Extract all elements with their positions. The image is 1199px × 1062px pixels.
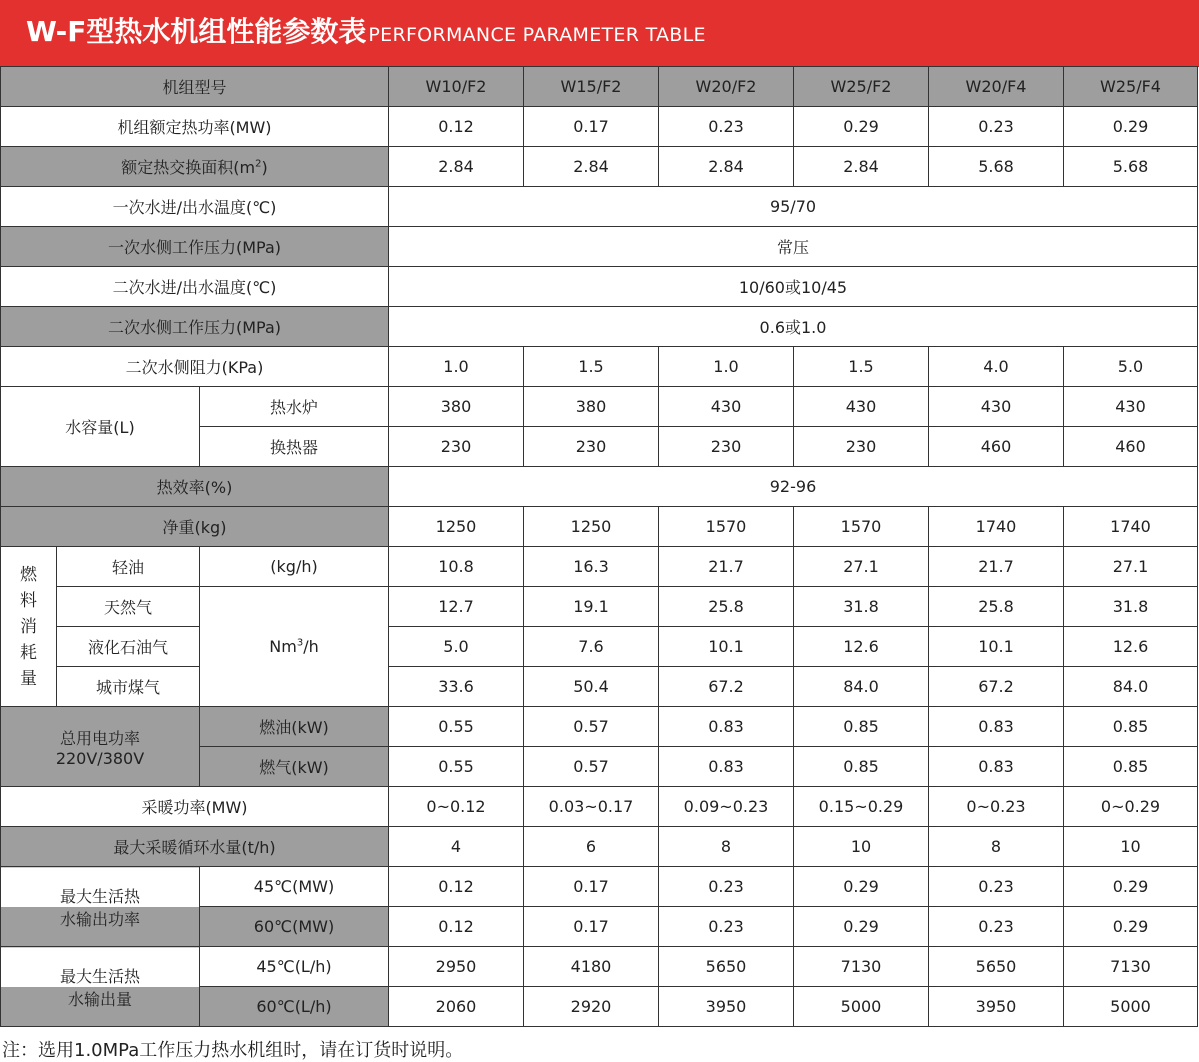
value-cell: 2.84 — [659, 147, 794, 187]
label-gas-unit-sup: 3 — [296, 637, 304, 649]
label-dhw-power-line2: 水输出功率 — [59, 909, 140, 929]
value-cell: 430 — [659, 387, 794, 427]
value-cell: 4180 — [524, 947, 659, 987]
row-max-flow — [1, 827, 1198, 867]
value-cell: 16.3 — [524, 547, 659, 587]
merged-value: 常压 — [389, 227, 1198, 267]
value-cell: 5000 — [1064, 987, 1198, 1027]
value-cell: 230 — [794, 427, 929, 467]
label-dhw-flow — [1, 947, 200, 1027]
value-cell: 460 — [1064, 427, 1198, 467]
label-t45-mw: 45℃(MW) — [200, 867, 389, 907]
label-boiler: 热水炉 — [200, 387, 389, 427]
model-cell: W25/F2 — [794, 67, 929, 107]
header-banner — [0, 0, 1199, 67]
row-primary-pressure — [1, 227, 1198, 267]
value-cell: 0.17 — [524, 867, 659, 907]
label-area — [1, 147, 389, 187]
value-cell: 0.29 — [1064, 107, 1198, 147]
row-efficiency — [1, 467, 1198, 507]
value-cell: 0.85 — [794, 747, 929, 787]
value-cell: 230 — [389, 427, 524, 467]
label-primary-pressure: 一次水侧工作压力(MPa) — [1, 227, 389, 267]
value-cell: 6 — [524, 827, 659, 867]
merged-value: 95/70 — [389, 187, 1198, 227]
label-heating-power: 采暖功率(MW) — [1, 787, 389, 827]
model-cell: W25/F4 — [1064, 67, 1198, 107]
model-cell: W20/F4 — [929, 67, 1064, 107]
value-cell: 25.8 — [659, 587, 794, 627]
value-cell: 5.68 — [929, 147, 1064, 187]
label-max-flow: 最大采暖循环水量(t/h) — [1, 827, 389, 867]
label-power-line2: 220V/380V — [55, 748, 145, 768]
footnote: 注：选用1.0MPa工作压力热水机组时，请在订货时说明。 — [2, 1040, 464, 1061]
value-cell: 10.1 — [929, 627, 1064, 667]
value-cell: 27.1 — [1064, 547, 1198, 587]
value-cell: 12.7 — [389, 587, 524, 627]
row-city-gas — [1, 667, 1198, 707]
value-cell: 2.84 — [389, 147, 524, 187]
value-cell: 1740 — [1064, 507, 1198, 547]
label-dhw-flow-line1: 最大生活热 — [59, 966, 140, 986]
value-cell: 10 — [1064, 827, 1198, 867]
value-cell: 460 — [929, 427, 1064, 467]
value-cell: 0.09~0.23 — [659, 787, 794, 827]
label-exchanger: 换热器 — [200, 427, 389, 467]
value-cell: 67.2 — [659, 667, 794, 707]
value-cell: 0.03~0.17 — [524, 787, 659, 827]
value-cell: 430 — [794, 387, 929, 427]
value-cell: 0.55 — [389, 747, 524, 787]
merged-value: 92-96 — [389, 467, 1198, 507]
row-lpg — [1, 627, 1198, 667]
label-dhw-power — [1, 867, 200, 947]
value-cell: 19.1 — [524, 587, 659, 627]
value-cell: 50.4 — [524, 667, 659, 707]
value-cell: 7130 — [1064, 947, 1198, 987]
value-cell: 380 — [389, 387, 524, 427]
value-cell: 0.29 — [1064, 867, 1198, 907]
value-cell: 0.23 — [929, 867, 1064, 907]
value-cell: 25.8 — [929, 587, 1064, 627]
label-efficiency: 热效率(%) — [1, 467, 389, 507]
label-power-line1: 总用电功率 — [59, 728, 140, 748]
merged-value: 10/60或10/45 — [389, 267, 1198, 307]
value-cell: 380 — [524, 387, 659, 427]
value-cell: 2920 — [524, 987, 659, 1027]
value-cell: 21.7 — [929, 547, 1064, 587]
value-cell: 10.1 — [659, 627, 794, 667]
label-water-volume: 水容量(L) — [1, 387, 200, 467]
row-heating-power — [1, 787, 1198, 827]
value-cell: 1570 — [794, 507, 929, 547]
value-cell: 0.29 — [794, 107, 929, 147]
label-net-weight: 净重(kg) — [1, 507, 389, 547]
value-cell: 1570 — [659, 507, 794, 547]
value-cell: 1.0 — [389, 347, 524, 387]
row-secondary-temp — [1, 267, 1198, 307]
value-cell: 230 — [659, 427, 794, 467]
row-light-oil — [1, 547, 1198, 587]
row-area — [1, 147, 1198, 187]
model-cell: W20/F2 — [659, 67, 794, 107]
value-cell: 0.17 — [524, 107, 659, 147]
label-area-sup: 2 — [255, 158, 262, 170]
value-cell: 0.15~0.29 — [794, 787, 929, 827]
value-cell: 0.29 — [794, 867, 929, 907]
value-cell: 2.84 — [524, 147, 659, 187]
value-cell: 1.0 — [659, 347, 794, 387]
value-cell: 4 — [389, 827, 524, 867]
value-cell: 1250 — [524, 507, 659, 547]
value-cell: 27.1 — [794, 547, 929, 587]
merged-value: 0.6或1.0 — [389, 307, 1198, 347]
label-light-oil-unit: (kg/h) — [200, 547, 389, 587]
label-t45-l: 45℃(L/h) — [200, 947, 389, 987]
row-primary-temp — [1, 187, 1198, 227]
value-cell: 5000 — [794, 987, 929, 1027]
label-secondary-temp: 二次水进/出水温度(℃) — [1, 267, 389, 307]
value-cell: 0.85 — [1064, 747, 1198, 787]
label-model: 机组型号 — [1, 67, 389, 107]
row-boiler-volume — [1, 387, 1198, 427]
value-cell: 0.85 — [1064, 707, 1198, 747]
value-cell: 33.6 — [389, 667, 524, 707]
row-dhw-45-l — [1, 947, 1198, 987]
title-cn: W-F型热水机组性能参数表 — [26, 15, 367, 48]
row-secondary-resistance — [1, 347, 1198, 387]
label-natural-gas: 天然气 — [57, 587, 200, 627]
value-cell: 0.83 — [659, 747, 794, 787]
row-net-weight — [1, 507, 1198, 547]
value-cell: 0~0.23 — [929, 787, 1064, 827]
value-cell: 7130 — [794, 947, 929, 987]
value-cell: 0.23 — [929, 907, 1064, 947]
label-secondary-pressure: 二次水侧工作压力(MPa) — [1, 307, 389, 347]
value-cell: 0.12 — [389, 107, 524, 147]
value-cell: 10.8 — [389, 547, 524, 587]
label-power-gas: 燃气(kW) — [200, 747, 389, 787]
value-cell: 5.68 — [1064, 147, 1198, 187]
value-cell: 7.6 — [524, 627, 659, 667]
row-dhw-45-mw — [1, 867, 1198, 907]
value-cell: 0.29 — [1064, 907, 1198, 947]
value-cell: 4.0 — [929, 347, 1064, 387]
value-cell: 67.2 — [929, 667, 1064, 707]
label-power — [1, 707, 200, 787]
model-cell: W10/F2 — [389, 67, 524, 107]
label-fuel-consumption-text: 燃料消耗量 — [20, 564, 37, 689]
value-cell: 0.23 — [659, 867, 794, 907]
value-cell: 84.0 — [794, 667, 929, 707]
value-cell: 0.29 — [794, 907, 929, 947]
value-cell: 0.23 — [929, 107, 1064, 147]
value-cell: 0.83 — [929, 707, 1064, 747]
parameter-table — [0, 66, 1198, 1027]
label-light-oil: 轻油 — [57, 547, 200, 587]
value-cell: 5650 — [929, 947, 1064, 987]
row-model — [1, 67, 1198, 107]
model-cell: W15/F2 — [524, 67, 659, 107]
value-cell: 2060 — [389, 987, 524, 1027]
value-cell: 0.83 — [659, 707, 794, 747]
value-cell: 1250 — [389, 507, 524, 547]
value-cell: 5650 — [659, 947, 794, 987]
label-primary-temp: 一次水进/出水温度(℃) — [1, 187, 389, 227]
label-secondary-resistance: 二次水侧阻力(KPa) — [1, 347, 389, 387]
value-cell: 12.6 — [794, 627, 929, 667]
label-gas-unit — [200, 587, 389, 707]
row-secondary-pressure — [1, 307, 1198, 347]
value-cell: 0.83 — [929, 747, 1064, 787]
label-area-text: 额定热交换面积(m — [121, 158, 256, 177]
value-cell: 1.5 — [524, 347, 659, 387]
title-en: PERFORMANCE PARAMETER TABLE — [368, 24, 706, 46]
value-cell: 430 — [929, 387, 1064, 427]
value-cell: 0.85 — [794, 707, 929, 747]
value-cell: 12.6 — [1064, 627, 1198, 667]
value-cell: 230 — [524, 427, 659, 467]
value-cell: 84.0 — [1064, 667, 1198, 707]
value-cell: 10 — [794, 827, 929, 867]
label-area-close: ) — [261, 158, 268, 177]
value-cell: 31.8 — [1064, 587, 1198, 627]
value-cell: 1740 — [929, 507, 1064, 547]
label-gas-unit-text: Nm — [269, 637, 297, 656]
row-rated-heat — [1, 107, 1198, 147]
label-dhw-power-line1: 最大生活热 — [59, 886, 140, 906]
label-lpg: 液化石油气 — [57, 627, 200, 667]
value-cell: 0.12 — [389, 907, 524, 947]
value-cell: 5.0 — [1064, 347, 1198, 387]
row-natural-gas — [1, 587, 1198, 627]
value-cell: 5.0 — [389, 627, 524, 667]
value-cell: 1.5 — [794, 347, 929, 387]
value-cell: 0.23 — [659, 107, 794, 147]
label-gas-unit-tail: /h — [303, 637, 319, 656]
value-cell: 3950 — [929, 987, 1064, 1027]
row-power-oil — [1, 707, 1198, 747]
page-title — [26, 14, 706, 53]
value-cell: 0.57 — [524, 707, 659, 747]
label-t60-mw: 60℃(MW) — [200, 907, 389, 947]
label-power-oil: 燃油(kW) — [200, 707, 389, 747]
value-cell: 0.12 — [389, 867, 524, 907]
value-cell: 2950 — [389, 947, 524, 987]
label-dhw-flow-line2: 水输出量 — [67, 989, 132, 1009]
label-fuel-consumption — [1, 547, 57, 707]
value-cell: 0~0.12 — [389, 787, 524, 827]
value-cell: 0.17 — [524, 907, 659, 947]
value-cell: 430 — [1064, 387, 1198, 427]
label-rated-heat: 机组额定热功率(MW) — [1, 107, 389, 147]
value-cell: 0.57 — [524, 747, 659, 787]
label-city-gas: 城市煤气 — [57, 667, 200, 707]
value-cell: 21.7 — [659, 547, 794, 587]
value-cell: 31.8 — [794, 587, 929, 627]
value-cell: 8 — [929, 827, 1064, 867]
value-cell: 2.84 — [794, 147, 929, 187]
value-cell: 3950 — [659, 987, 794, 1027]
label-t60-l: 60℃(L/h) — [200, 987, 389, 1027]
value-cell: 8 — [659, 827, 794, 867]
value-cell: 0.55 — [389, 707, 524, 747]
value-cell: 0~0.29 — [1064, 787, 1198, 827]
value-cell: 0.23 — [659, 907, 794, 947]
